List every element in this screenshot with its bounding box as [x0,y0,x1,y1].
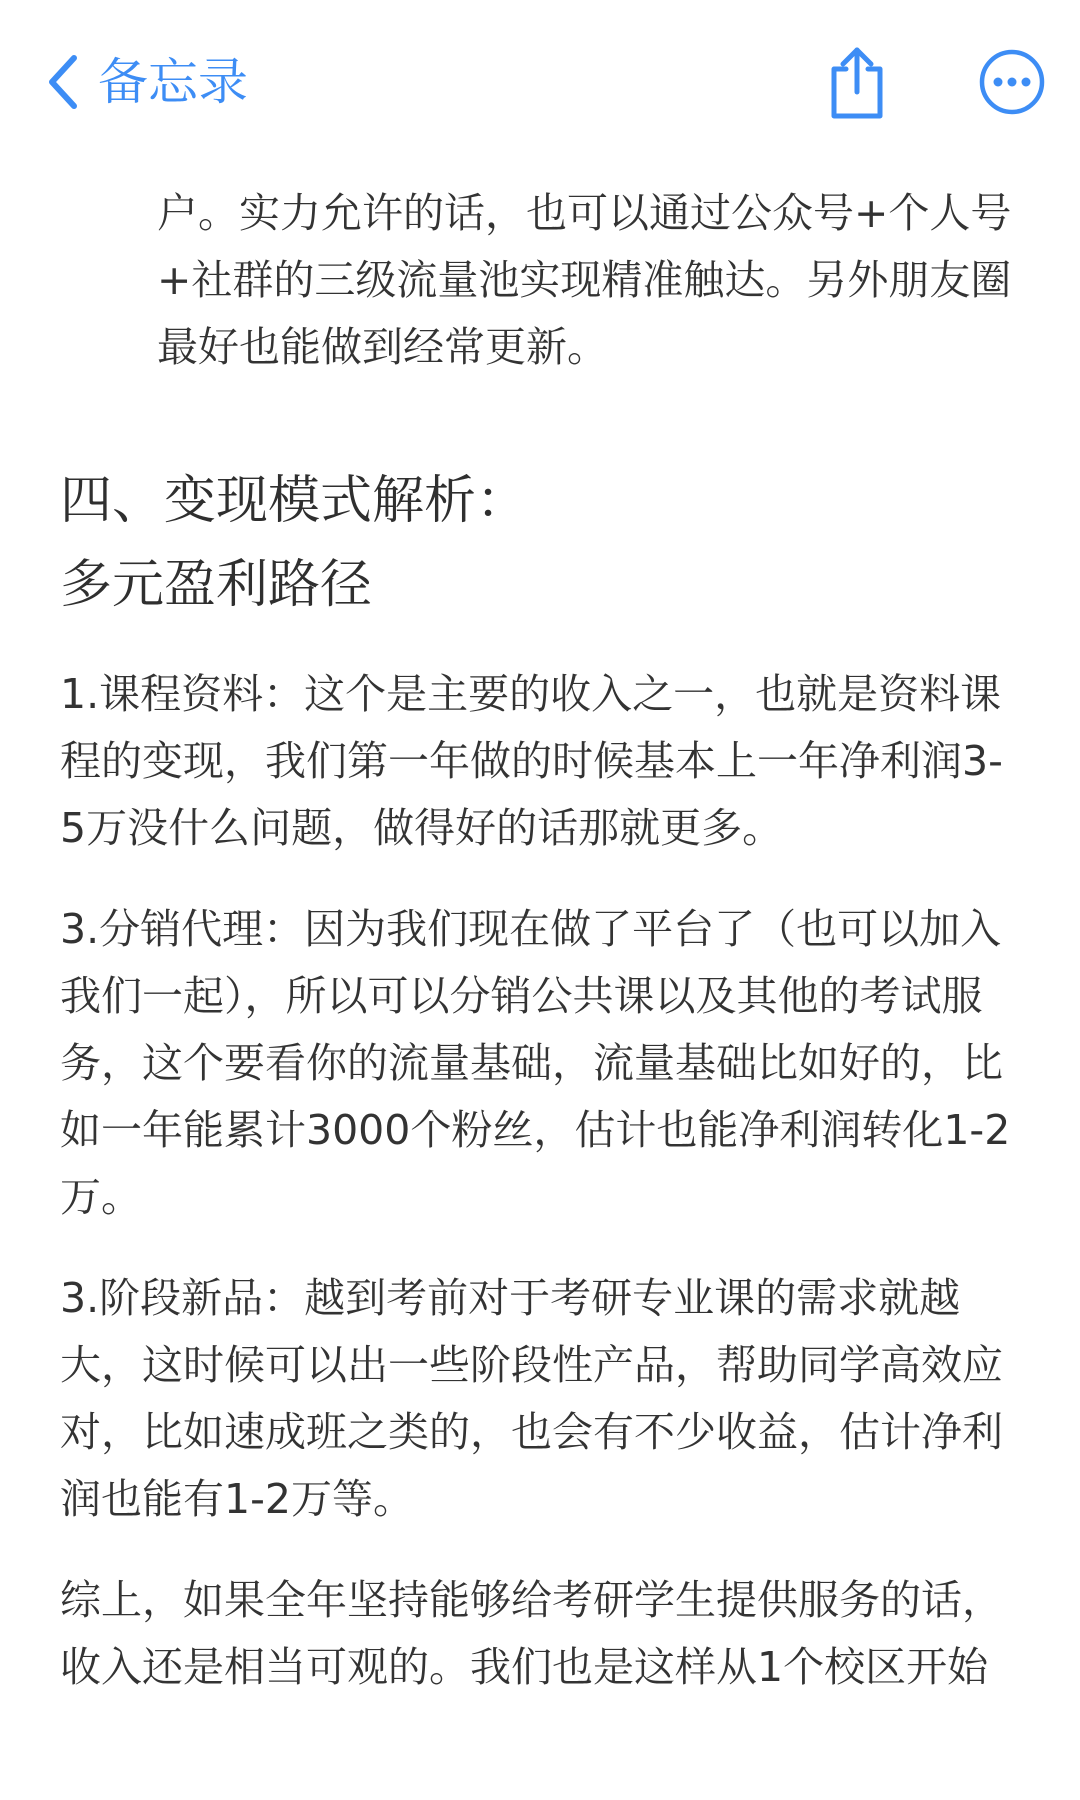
text-line: 3.阶段新品：越到考前对于考研专业课的需求就越 [60,1274,961,1322]
text-line: 收入还是相当可观的。我们也是这样从1个校区开始 [60,1643,989,1691]
text-line: +社群的三级流量池实现精准触达。另外朋友圈 [157,256,1012,304]
more-icon [976,46,1048,118]
heading-line: 多元盈利路径 [60,555,373,615]
text-line: 1.课程资料：这个是主要的收入之一，也就是资料课 [60,670,1002,718]
back-button[interactable] [44,46,248,118]
paragraph-course-materials [60,661,1030,862]
text-line: 户。实力允许的话，也可以通过公众号+个人号 [157,189,1012,237]
heading-line: 四、变现模式解析： [60,471,529,531]
paragraph-stage-products [60,1265,1030,1533]
intro-paragraph [60,180,1030,381]
text-line: 最好也能做到经常更新。 [157,323,608,371]
text-line: 程的变现，我们第一年做的时候基本上一年净利润3- [60,737,1003,785]
text-line: 3.分销代理：因为我们现在做了平台了（也可以加入 [60,905,1002,953]
share-button[interactable] [822,42,892,122]
text-line: 大，这时候可以出一些阶段性产品，帮助同学高效应 [60,1341,1003,1389]
text-line: 如一年能累计3000个粉丝，估计也能净利润转化1-2 [60,1106,1011,1154]
text-line: 综上，如果全年坚持能够给考研学生提供服务的话， [60,1576,1003,1624]
share-icon [822,42,892,122]
chevron-left-icon [44,51,82,113]
navigation-bar [0,0,1080,170]
section-heading [60,459,1030,627]
text-line: 对，比如速成班之类的，也会有不少收益，估计净利 [60,1408,1003,1456]
text-line: 润也能有1-2万等。 [60,1475,414,1523]
text-line: 务，这个要看你的流量基础，流量基础比如好的，比 [60,1039,1003,1087]
back-label: 备忘录 [98,53,248,111]
paragraph-summary [60,1567,1030,1701]
text-line: 万。 [60,1173,142,1221]
more-button[interactable] [976,46,1048,118]
paragraph-distribution [60,896,1030,1231]
text-line: 5万没什么问题，做得好的话那就更多。 [60,804,784,852]
text-line: 我们一起），所以可以分销公共课以及其他的考试服 [60,972,983,1020]
note-content[interactable] [60,180,1030,1701]
